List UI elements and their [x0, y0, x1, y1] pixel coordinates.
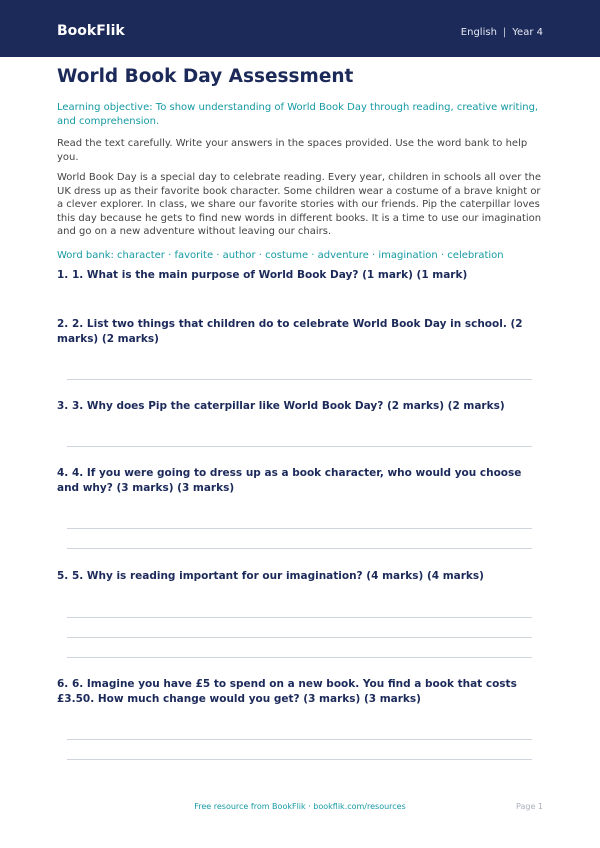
answer-line[interactable]: [67, 739, 532, 740]
page-number: Page 1: [516, 802, 543, 811]
question-5: 5. 5. Why is reading important for our imagination? (4 marks) (4 marks): [57, 570, 484, 582]
answer-line[interactable]: [67, 379, 532, 380]
question-1: 1. 1. What is the main purpose of World Book Day? (1 mark) (1 mark): [57, 269, 468, 281]
question-2: 2. 2. List two things that children do to celebrate World Book Day in school. (2 marks) (2 marks): [57, 318, 523, 345]
answer-line[interactable]: [67, 657, 532, 658]
footer-credit[interactable]: Free resource from BookFlik · bookflik.com/resources: [194, 802, 406, 811]
header-bar: [0, 0, 600, 57]
reading-passage: World Book Day is a special day to celebrate reading. Every year, children in schools all over the UK dress up as their favorite book character. Some children wear a costume of a brave knight or a clever explorer. In class, we share our favorite stories with our friends. Pip the caterpillar loves this day because he gets to find new words in different books. It is a time to use our imagination and go on a new adventure without leaving our chairs.: [57, 172, 542, 237]
answer-line[interactable]: [67, 548, 532, 549]
brand-logo-text[interactable]: BookFlik: [57, 23, 125, 39]
question-6: 6. 6. Imagine you have £5 to spend on a new book. You find a book that costs £3.50. How much change would you get? (3 marks) (3 marks): [57, 678, 517, 705]
answer-line[interactable]: [67, 759, 532, 760]
learning-objective: Learning objective: To show understanding of World Book Day through reading, creative writing, and comprehension.: [57, 102, 539, 127]
answer-line[interactable]: [67, 528, 532, 529]
question-3: 3. 3. Why does Pip the caterpillar like World Book Day? (2 marks) (2 marks): [57, 400, 505, 412]
answer-line[interactable]: [67, 617, 532, 618]
answer-line[interactable]: [67, 446, 532, 447]
year-label: Year 4: [512, 27, 543, 38]
instructions-text: Read the text carefully. Write your answers in the spaces provided. Use the word bank to help you.: [57, 138, 528, 163]
word-bank: Word bank: character · favorite · author · costume · adventure · imagination · celebration: [57, 249, 504, 261]
subject-year-label: [461, 27, 543, 38]
header-separator: |: [502, 27, 507, 38]
answer-line[interactable]: [67, 637, 532, 638]
worksheet-intro: [57, 65, 543, 262]
subject-label: English: [460, 27, 497, 38]
question-4: 4. 4. If you were going to dress up as a book character, who would you choose and why? (3 marks) (3 marks): [57, 467, 522, 494]
page-title: World Book Day Assessment: [57, 66, 354, 87]
